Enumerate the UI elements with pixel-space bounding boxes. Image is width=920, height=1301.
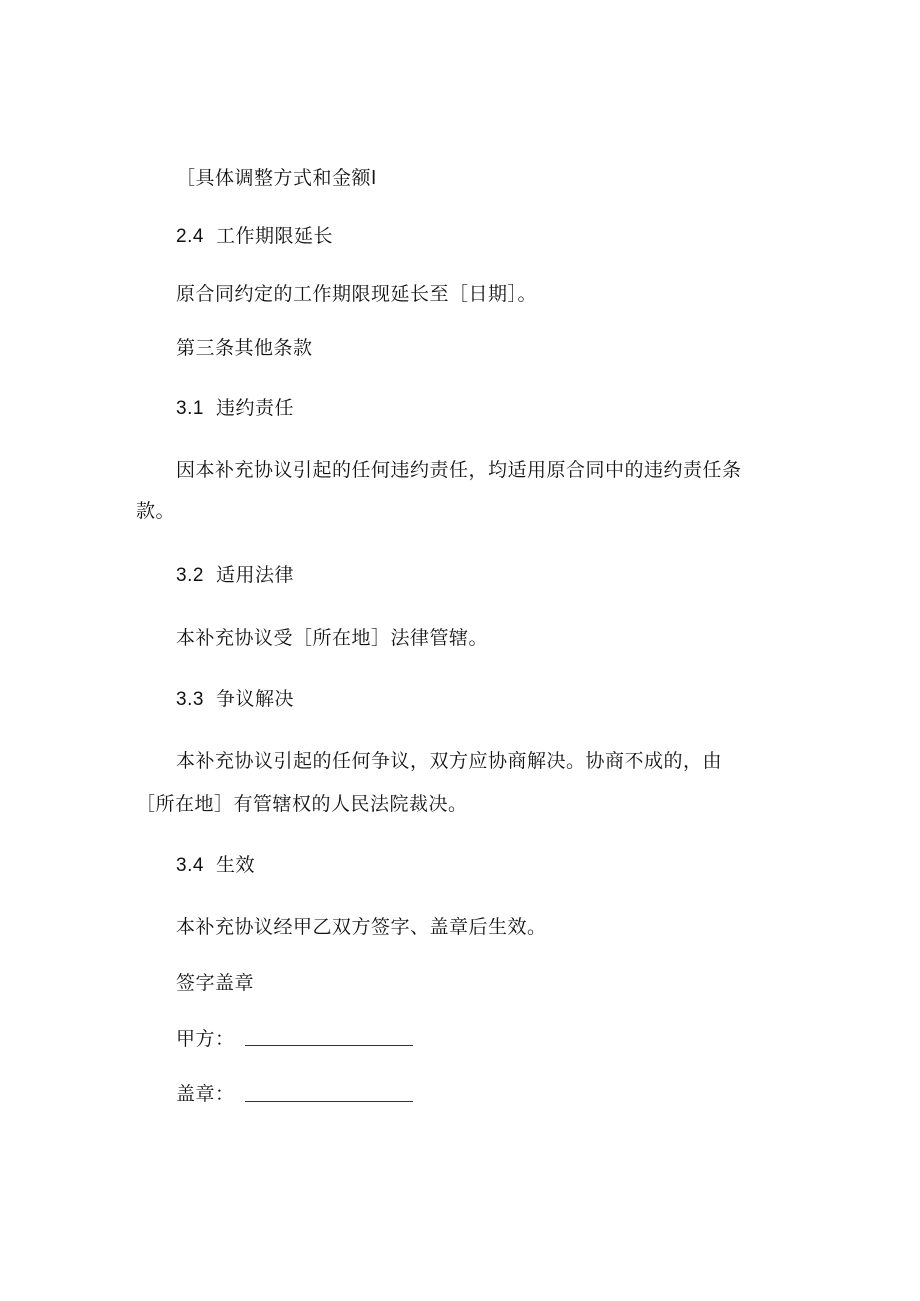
article-3-heading: 第三条其他条款	[176, 337, 313, 359]
section-3-1-heading	[176, 396, 294, 421]
section-3-2-body: 本补充协议受［所在地］法律管辖。	[176, 627, 489, 649]
section-title: 适用法律	[216, 564, 295, 586]
section-2-4-heading	[176, 224, 333, 249]
seal-signature-line[interactable]	[245, 1101, 413, 1102]
section-number: 2.4	[176, 226, 204, 247]
section-3-3-body-line-1: 本补充协议引起的任何争议，双方应协商解决。协商不成的，由	[176, 750, 723, 772]
seal-label: 盖章：	[176, 1083, 235, 1105]
section-3-1-body-line-1: 因本补充协议引起的任何违约责任，均适用原合同中的违约责任条	[176, 459, 742, 481]
section-3-3-body-line-2: ［所在地］有管辖权的人民法院裁决。	[136, 793, 468, 815]
section-number: 3.1	[176, 398, 204, 419]
section-title: 争议解决	[216, 688, 295, 710]
section-3-4-heading	[176, 853, 255, 878]
section-3-4-body: 本补充协议经甲乙双方签字、盖章后生效。	[176, 916, 547, 938]
section-2-4-body: 原合同约定的工作期限现延长至［日期］。	[176, 283, 538, 305]
section-3-3-heading	[176, 687, 294, 712]
section-number: 3.3	[176, 689, 204, 710]
section-3-2-heading	[176, 563, 294, 588]
section-title: 生效	[216, 854, 256, 876]
party-a-signature-line[interactable]	[245, 1045, 413, 1046]
section-title: 工作期限延长	[216, 225, 334, 247]
party-a-label: 甲方：	[176, 1028, 235, 1050]
signature-heading: 签字盖章	[176, 972, 255, 994]
section-number: 3.2	[176, 565, 204, 586]
section-3-1-body-line-2: 款。	[136, 500, 176, 522]
section-number: 3.4	[176, 855, 204, 876]
section-title: 违约责任	[216, 397, 295, 419]
adjustment-note: ［具体调整方式和金额l	[176, 167, 377, 189]
